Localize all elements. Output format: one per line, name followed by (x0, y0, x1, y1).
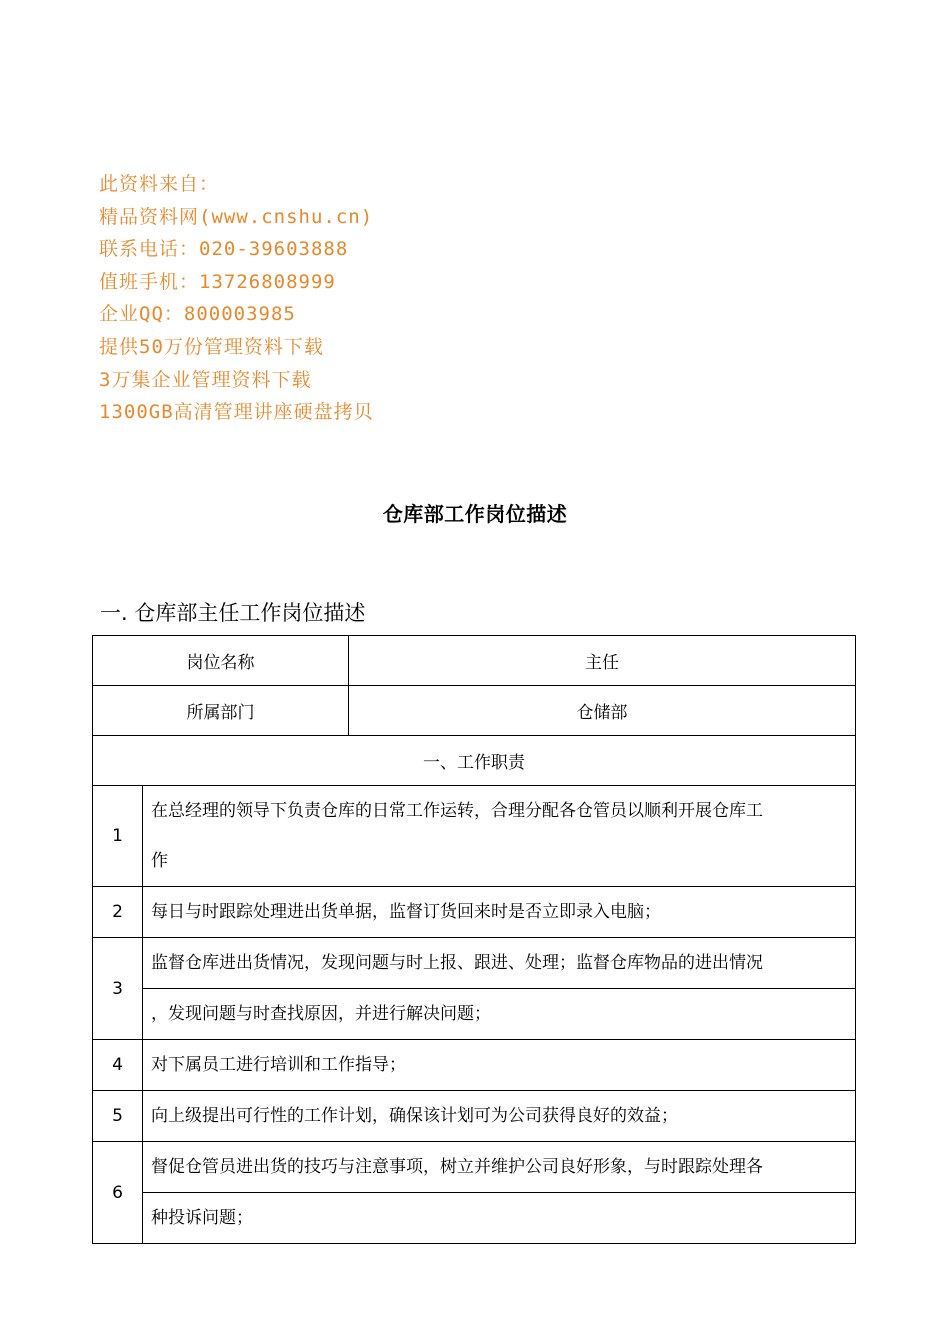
promo-line: 3万集企业管理资料下载 (99, 368, 312, 391)
promo-line: 1300GB高清管理讲座硬盘拷贝 (99, 401, 374, 424)
duty-text-cell (143, 1091, 856, 1142)
duty-text-line: ，发现问题与时查找原因，并进行解决问题； (143, 988, 855, 1039)
duty-text-line: 对下属员工进行培训和工作指导； (151, 1055, 406, 1075)
duty-text-line: 监督仓库进出货情况，发现问题与时上报、跟进、处理；监督仓库物品的进出情况 (151, 953, 763, 973)
department-value-cell: 仓储部 (349, 686, 856, 736)
duty-row (93, 938, 856, 1040)
table-row (93, 686, 856, 736)
duty-text-cell (143, 1040, 856, 1091)
duty-text-cell (143, 938, 856, 1040)
promo-line: 企业QQ：800003985 (99, 303, 296, 326)
duty-number: 3 (93, 938, 143, 1040)
promo-line: 值班手机：13726808999 (99, 270, 336, 293)
duty-row (93, 887, 856, 938)
document-title: 仓库部工作岗位描述 (382, 502, 568, 526)
duties-heading-cell: 一、工作职责 (93, 736, 856, 786)
promo-line: 此资料来自： (99, 173, 220, 195)
promo-line: 联系电话：020-39603888 (99, 238, 349, 261)
duty-text-line: 种投诉问题； (143, 1192, 855, 1243)
job-description-table (92, 635, 856, 1244)
duty-text-line: 在总经理的领导下负责仓库的日常工作运转，合理分配各仓管员以顺利开展仓库工 (151, 801, 763, 821)
duty-text-line: 作 (151, 851, 168, 871)
duty-number: 2 (93, 887, 143, 938)
position-value-cell: 主任 (349, 636, 856, 686)
table-row (93, 736, 856, 786)
duty-text-line: 每日与时跟踪处理进出货单据，监督订货回来时是否立即录入电脑； (151, 902, 661, 922)
duty-row (93, 1142, 856, 1244)
promo-block (99, 168, 374, 429)
promo-line: 提供50万份管理资料下载 (99, 335, 324, 358)
duty-number: 5 (93, 1091, 143, 1142)
duty-text-cell (143, 1142, 856, 1244)
duty-text-line: 向上级提出可行性的工作计划，确保该计划可为公司获得良好的效益； (151, 1106, 678, 1126)
section-heading: 一. 仓库部主任工作岗位描述 (100, 601, 366, 625)
department-label-cell: 所属部门 (93, 686, 349, 736)
duty-number: 4 (93, 1040, 143, 1091)
duty-text-line: 督促仓管员进出货的技巧与注意事项，树立并维护公司良好形象，与时跟踪处理各 (151, 1157, 763, 1177)
duty-number: 1 (93, 786, 143, 887)
duty-text-cell (143, 786, 856, 887)
position-label-cell: 岗位名称 (93, 636, 349, 686)
duty-row (93, 1091, 856, 1142)
duty-text-cell (143, 887, 856, 938)
duty-number: 6 (93, 1142, 143, 1244)
table-row (93, 636, 856, 686)
duty-row (93, 786, 856, 887)
promo-line: 精品资料网(www.cnshu.cn) (99, 205, 374, 228)
duty-row (93, 1040, 856, 1091)
